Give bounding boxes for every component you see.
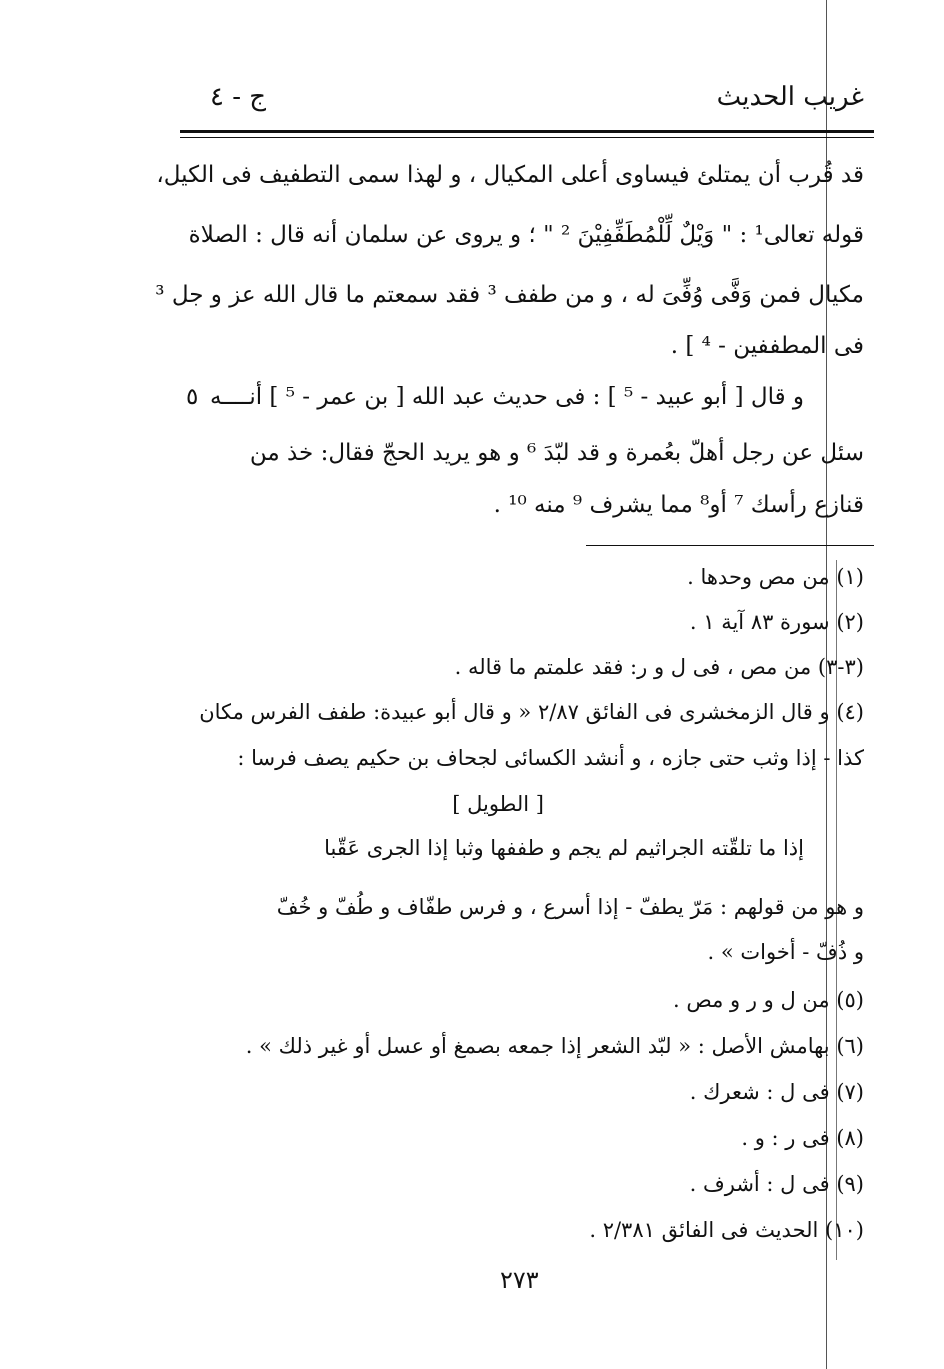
scan-fold-line <box>826 0 827 1369</box>
footnote-verse: إذا ما تلقّته الجراثيم لم يجم و طففها وثبا إذا الجرى عَقّبا <box>324 836 804 860</box>
footnote-4-cont-2: و هو من قولهم : مَرّ يطفّ - إذا أسرع ، و فرس طفّاف و طُفّ و خُفّ <box>276 895 864 919</box>
footnote-8: (٨) فى ر : و . <box>741 1126 864 1150</box>
body-line-5: و قال [ أبو عبيد - ⁵ ] : فى حديث عبد الله [ بن عمر - ⁵ ] أنــــه <box>210 384 804 410</box>
footnote-4: (٤) و قال الزمخشرى فى الفائق ٢/٨٧ « و قال أبو عبيدة: طفف الفرس مكان <box>199 700 864 724</box>
footnote-10: (١٠) الحديث فى الفائق ٢/٣٨١ . <box>589 1218 864 1242</box>
body-line-4: فى المطففين - ⁴ ] . <box>670 333 864 359</box>
footnote-4-cont-3: و ذُفّ - أخوات » . <box>707 940 864 964</box>
body-line-2: قوله تعالى¹ : " وَيْلٌ لِّلْمُطَفِّفِيْنَ ² " ؛ و يروى عن سلمان أنه قال : الصلاة <box>188 222 864 248</box>
footnote-rule <box>586 545 874 546</box>
footnote-4-cont: كذا - إذا وثب حتى جازه ، و أنشد الكسائى لجحاف بن حكيم يصف فرسا : <box>237 746 864 770</box>
body-line-6: سئل عن رجل أهلّ بعُمرة و قد لبّدَ ⁶ و هو يريد الحجّ فقال: خذ من <box>249 440 864 466</box>
margin-line-number: ٥ <box>186 384 199 410</box>
footnote-meter: [ الطويل ] <box>452 792 544 816</box>
footnote-3: (٣-٣) من مص ، فى ل و ر: فقد علمتم ما قاله . <box>454 655 864 679</box>
body-line-3: مكيال فمن وَفَّى وُفِّىَ له ، و من طفف ³ فقد سمعتم ما قال الله عز و جل ³ <box>155 282 864 308</box>
header-rule-thick <box>180 130 874 133</box>
footnote-1: (١) من مص وحدها . <box>687 565 864 589</box>
running-title: غريب الحديث <box>716 82 864 112</box>
header-rule-thin <box>180 137 874 138</box>
body-line-1: قد قُرب أن يمتلئ فيساوى أعلى المكيال ، و لهذا سمى التطفيف فى الكيل، <box>156 162 864 188</box>
footnote-9: (٩) فى ل : أشرف . <box>689 1172 864 1196</box>
body-line-7: قنازع رأسك ⁷ أو⁸ مما يشرف ⁹ منه ¹⁰ . <box>493 492 864 518</box>
page-number: ٢٧٣ <box>500 1266 539 1294</box>
footnote-6: (٦) بهامش الأصل : « لبّد الشعر إذا جمعه بصمغ أو عسل أو غير ذلك » . <box>245 1034 864 1058</box>
footnote-7: (٧) فى ل : شعرك . <box>689 1080 864 1104</box>
volume-label: ج - ٤ <box>210 82 267 112</box>
footnote-5: (٥) من ل و ر و مص . <box>673 988 864 1012</box>
footnote-2: (٢) سورة ٨٣ آية ١ . <box>689 610 864 634</box>
